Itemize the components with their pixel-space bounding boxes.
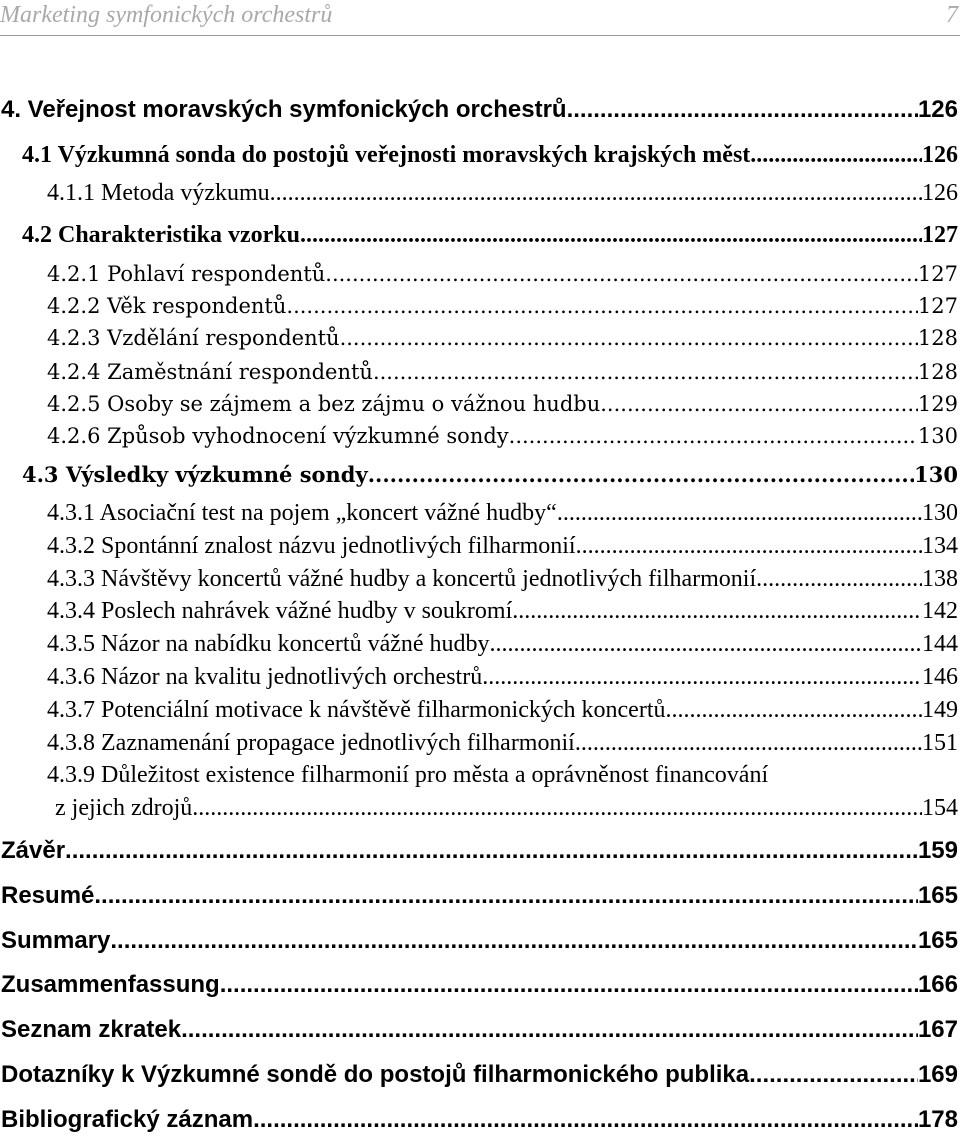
toc-leader-dots: [253, 1106, 918, 1134]
toc-entry-4-2-5[interactable]: [47, 392, 958, 416]
toc-entry-label: 4.1 Výzkumná sonda do postojů veřejnosti moravských krajských měst: [22, 142, 751, 168]
toc-entry-label: 4.3.2 Spontánní znalost názvu jednotlivých filharmonií: [47, 533, 576, 559]
toc-entry-page: 127: [922, 222, 958, 248]
toc-entry-page: 154: [922, 795, 958, 821]
toc-entry-page: 128: [917, 360, 958, 384]
toc-entry-page: 126: [917, 96, 958, 123]
header-page-number: 7: [946, 2, 958, 28]
toc-entry-page: 166: [917, 971, 958, 998]
toc-entry-label: 4. Veřejnost moravských symfonických orchestrů: [1, 96, 567, 123]
toc-leader-dots: [110, 927, 918, 955]
toc-entry-4-2-1[interactable]: [47, 262, 958, 286]
toc-leader-dots: [181, 1016, 918, 1044]
toc-entry-label: Seznam zkratek: [1, 1016, 182, 1043]
toc-leader-dots: [192, 795, 922, 822]
toc-entry-page: 127: [917, 262, 958, 286]
toc-entry-label: 4.1.1 Metoda výzkumu: [47, 180, 270, 206]
toc-entry-4-3[interactable]: [22, 462, 958, 487]
toc-entry-page: 149: [922, 697, 958, 723]
toc-leader-dots: [482, 664, 922, 691]
toc-entry-page: 144: [922, 631, 958, 657]
toc-leader-dots: [490, 631, 922, 658]
toc-leader-dots: [567, 96, 918, 124]
toc-entry-page: 128: [917, 326, 958, 350]
toc-entry-resume[interactable]: [1, 882, 958, 910]
toc-entry-bibliograficky-zaznam[interactable]: [1, 1106, 958, 1134]
toc-entry-label: 4.3 Výsledky výzkumné sondy: [22, 462, 368, 487]
toc-leader-dots: [325, 262, 918, 286]
toc-entry-page: 169: [917, 1061, 958, 1088]
toc-entry-page: 151: [922, 730, 958, 756]
toc-entry-page: 159: [917, 837, 958, 864]
toc-entry-4-3-1[interactable]: [47, 500, 958, 527]
toc-entry-4-3-7[interactable]: [47, 697, 958, 724]
toc-leader-dots: [576, 533, 922, 560]
toc-leader-dots: [286, 294, 918, 318]
toc-entry-page: 138: [922, 566, 958, 592]
toc-entry-label: 4.3.6 Názor na kvalitu jednotlivých orchestrů: [47, 664, 483, 690]
toc-entry-zusammenfassung[interactable]: [1, 971, 958, 999]
toc-entry-page: 165: [917, 882, 958, 909]
toc-leader-dots: [373, 360, 918, 384]
toc-entry-4-3-3[interactable]: [47, 566, 958, 593]
toc-entry-label: 4.3.5 Názor na nabídku koncertů vážné hudby: [47, 631, 490, 657]
toc-leader-dots: [368, 462, 914, 487]
toc-entry-label: Resumé: [1, 882, 95, 909]
toc-entry-4-2-6[interactable]: [47, 424, 958, 448]
toc-entry-label-continued: z jejich zdrojů: [55, 795, 193, 821]
toc-entry-label: Summary: [1, 927, 111, 954]
toc-entry-4-1[interactable]: [22, 142, 958, 169]
toc-entry-page: 165: [917, 927, 958, 954]
toc-entry-zaver[interactable]: [1, 837, 958, 865]
toc-entry-page: 130: [917, 424, 958, 448]
toc-entry-label: 4.3.3 Návštěvy koncertů vážné hudby a koncertů jednotlivých filharmonií: [47, 566, 757, 592]
toc-leader-dots: [575, 730, 922, 757]
toc-entry-dotazniky[interactable]: [1, 1061, 958, 1089]
toc-entry-4-2-3[interactable]: [47, 326, 958, 350]
toc-entry-4-3-2[interactable]: [47, 533, 958, 560]
toc-entry-label: 4.2.5 Osoby se zájmem a bez zájmu o vážnou hudbu: [47, 392, 601, 416]
toc-entry-4-3-6[interactable]: [47, 664, 958, 691]
toc-leader-dots: [65, 837, 918, 865]
toc-entry-4-2[interactable]: [22, 222, 958, 249]
toc-entry-label: 4.2.4 Zaměstnání respondentů: [47, 360, 373, 384]
toc-entry-page: 178: [917, 1106, 958, 1133]
toc-entry-4-3-9[interactable]: [55, 795, 958, 822]
toc-leader-dots: [749, 1061, 918, 1089]
toc-leader-dots: [220, 971, 918, 999]
toc-entry-4-3-5[interactable]: [47, 631, 958, 658]
toc-entry-page: 129: [917, 392, 958, 416]
toc-leader-dots: [665, 697, 922, 724]
toc-leader-dots: [557, 500, 922, 527]
toc-entry-4-2-4[interactable]: [47, 360, 958, 384]
toc-entry-summary[interactable]: [1, 927, 958, 955]
toc-entry-page: 126: [922, 180, 958, 206]
toc-entry-label: Dotazníky k Výzkumné sondě do postojů filharmonického publika: [1, 1061, 750, 1088]
toc-leader-dots: [270, 180, 922, 207]
toc-entry-page: 146: [922, 664, 958, 690]
toc-entry-chapter-4[interactable]: [1, 96, 958, 124]
toc-entry-label: Zusammenfassung: [1, 971, 220, 998]
toc-leader-dots: [340, 326, 918, 350]
toc-entry-label: 4.3.1 Asociační test na pojem „koncert vážné hudby“: [47, 500, 557, 526]
toc-entry-label: 4.2.6 Způsob vyhodnocení výzkumné sondy: [47, 424, 509, 448]
toc-entry-4-3-4[interactable]: [47, 598, 958, 625]
toc-entry-page: 127: [917, 294, 958, 318]
toc-entry-page: 134: [922, 533, 958, 559]
toc-entry-seznam-zkratek[interactable]: [1, 1016, 958, 1044]
toc-entry-4-2-2[interactable]: [47, 294, 958, 318]
toc-leader-dots: [509, 424, 918, 448]
toc-entry-label: 4.2 Charakteristika vzorku: [22, 222, 300, 248]
toc-entry-page: 126: [922, 142, 958, 168]
toc-entry-4-3-9-line1[interactable]: [47, 762, 768, 789]
toc-leader-dots: [750, 142, 922, 169]
toc-entry-label: 4.2.1 Pohlaví respondentů: [47, 262, 326, 286]
toc-leader-dots: [300, 222, 922, 249]
toc-entry-label: 4.3.9 Důležitost existence filharmonií pro města a oprávněnost financování: [47, 762, 769, 788]
toc-entry-label: 4.3.4 Poslech nahrávek vážné hudby v soukromí: [47, 598, 513, 624]
toc-entry-label: 4.2.2 Věk respondentů: [47, 294, 287, 318]
toc-leader-dots: [94, 882, 918, 910]
toc-entry-label: Bibliografický záznam: [1, 1106, 254, 1133]
toc-entry-4-1-1[interactable]: [47, 180, 958, 207]
toc-entry-page: 130: [914, 462, 958, 487]
toc-entry-label: 4.2.3 Vzdělání respondentů: [47, 326, 340, 350]
toc-entry-page: 130: [922, 500, 958, 526]
toc-entry-label: 4.3.8 Zaznamenání propagace jednotlivých filharmonií: [47, 730, 575, 756]
toc-entry-page: 142: [922, 598, 958, 624]
toc-entry-page: 167: [917, 1016, 958, 1043]
toc-entry-4-3-8[interactable]: [47, 730, 958, 757]
header-title: Marketing symfonických orchestrů: [0, 2, 333, 28]
toc-entry-label: Závěr: [1, 837, 66, 864]
toc-leader-dots: [600, 392, 918, 416]
toc-leader-dots: [756, 566, 922, 593]
toc-leader-dots: [512, 598, 922, 625]
toc-entry-label: 4.3.7 Potenciální motivace k návštěvě filharmonických koncertů: [47, 697, 666, 723]
